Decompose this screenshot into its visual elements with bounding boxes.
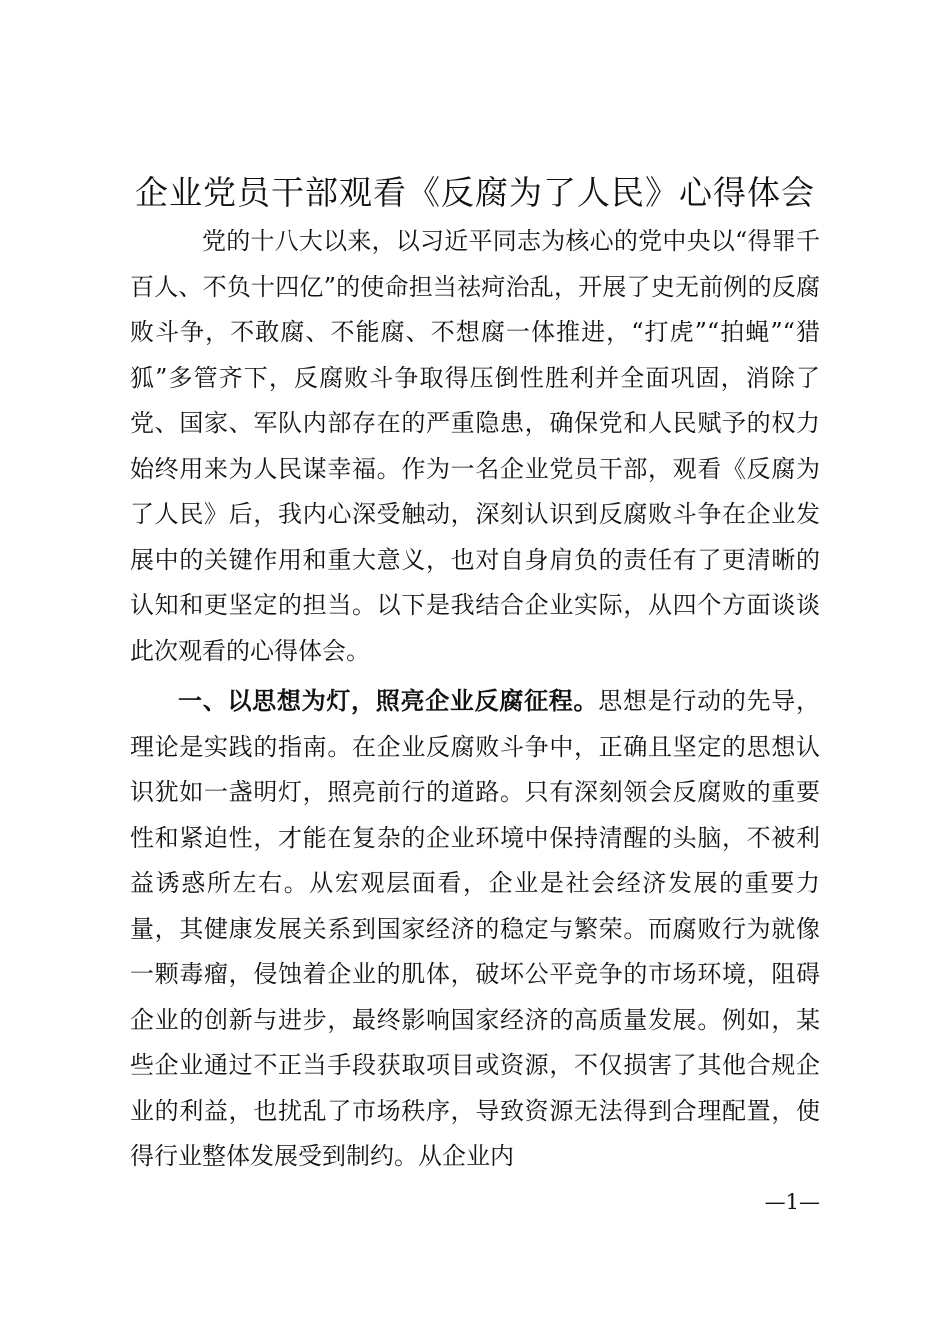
intro-paragraph [130,219,820,674]
section-one-paragraph [130,679,820,1180]
document-title: 企业党员干部观看《反腐为了人民》心得体会 [135,173,815,212]
intro-paragraph-text: 党的十八大以来，以习近平同志为核心的党中央以“得罪千百人、不负十四亿”的使命担当祛疴治乱，开展了史无前例的反腐败斗争，不敢腐、不能腐、不想腐一体推进，“打虎”“拍蝇”“猎狐”多管齐下，反腐败斗争取得压倒性胜利并全面巩固，消除了党、国家、军队内部存在的严重隐患，确保党和人民赋予的权力始终用来为人民谋幸福。作为一名企业党员干部，观看《反腐为了人民》后，我内心深受触动，深刻认识到反腐败斗争在企业发展中的关键作用和重大意义，也对自身肩负的责任有了更清晰的认知和更坚定的担当。以下是我结合企业实际，从四个方面谈谈此次观看的心得体会。 [130,227,820,665]
page-number: —1— [764,1190,820,1214]
section-one-text: 思想是行动的先导，理论是实践的指南。在企业反腐败斗争中，正确且坚定的思想认识犹如一盏明灯，照亮前行的道路。只有深刻领会反腐败的重要性和紧迫性，才能在复杂的企业环境中保持清醒的头脑，不被利益诱惑所左右。从宏观层面看，企业是社会经济发展的重要力量，其健康发展关系到国家经济的稳定与繁荣。而腐败行为就像一颗毒瘤，侵蚀着企业的肌体，破坏公平竞争的市场环境，阻碍企业的创新与进步，最终影响国家经济的高质量发展。例如，某些企业通过不正当手段获取项目或资源，不仅损害了其他合规企业的利益，也扰乱了市场秩序，导致资源无法得到合理配置，使得行业整体发展受到制约。从企业内 [130,687,821,1170]
section-one-heading: 一、以思想为灯，照亮企业反腐征程。 [178,687,599,715]
